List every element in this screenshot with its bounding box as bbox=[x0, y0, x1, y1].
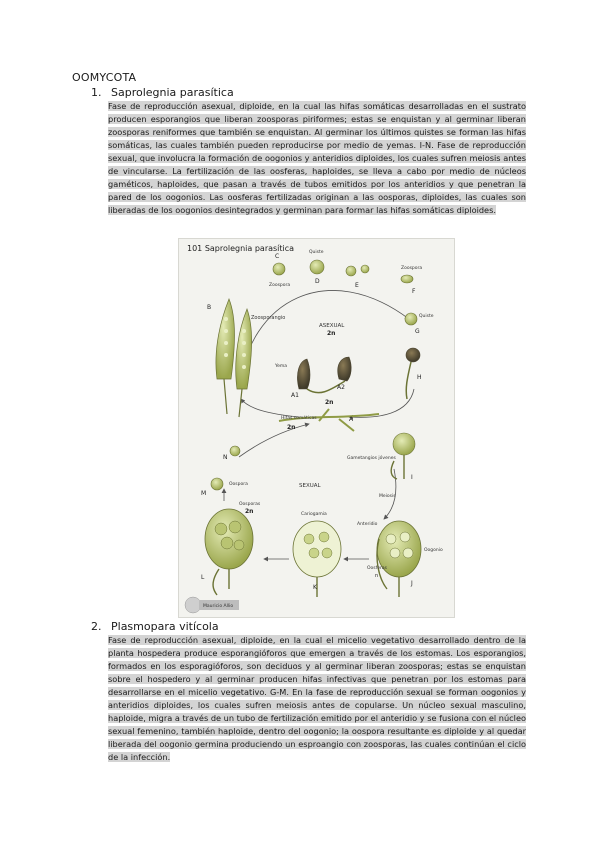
asexual-cycle-arrow bbox=[239, 290, 409, 389]
zoospore-c bbox=[273, 263, 285, 275]
letter-e: E bbox=[355, 282, 359, 289]
letter-g: G bbox=[415, 328, 420, 335]
section-heading: OOMYCOTA bbox=[72, 71, 137, 84]
germinating-cyst-h bbox=[406, 348, 420, 362]
label-oosferas-ploidy: n bbox=[375, 573, 379, 579]
label-zoosporangio: Zoosporangio bbox=[251, 315, 286, 321]
species-name: Saprolegnia parasítica bbox=[111, 86, 234, 99]
letter-f: F bbox=[412, 288, 416, 295]
oogonium-k bbox=[293, 521, 341, 597]
label-anteridio: Anteridio bbox=[357, 522, 378, 527]
letter-k: K bbox=[313, 584, 317, 591]
life-cycle-figure bbox=[178, 238, 455, 618]
letter-j: J bbox=[411, 580, 413, 587]
list-item-1-paragraph bbox=[108, 100, 526, 217]
list-item-2-heading bbox=[91, 620, 219, 633]
label-oospora-l: Oosporas bbox=[239, 502, 261, 507]
letter-a1: A1 bbox=[291, 392, 299, 399]
zoosporangia-b bbox=[216, 299, 252, 417]
label-yema: Yema bbox=[275, 364, 288, 369]
letter-i: I bbox=[411, 474, 413, 481]
zoospore-e1 bbox=[346, 266, 356, 276]
cyst-g bbox=[405, 313, 417, 325]
species-name: Plasmopara vitícola bbox=[111, 620, 219, 633]
cycle-return-arrow bbox=[349, 389, 414, 417]
cyst-d bbox=[310, 260, 324, 274]
label-quiste-g: Quiste bbox=[419, 314, 434, 319]
letter-d: D bbox=[315, 278, 320, 285]
sexual-arrow-na bbox=[239, 424, 309, 457]
list-item-2-paragraph bbox=[108, 634, 526, 764]
label-oogonio: Oogonio bbox=[424, 548, 443, 553]
label-asexual: ASEXUAL bbox=[319, 323, 345, 329]
oogonium-l bbox=[205, 509, 253, 595]
letter-a: A bbox=[349, 416, 354, 423]
letter-h: H bbox=[417, 374, 422, 381]
label-asexual-ploidy: 2n bbox=[327, 330, 336, 337]
bud-a2 bbox=[338, 357, 351, 381]
label-oosferas: Oosferas bbox=[367, 566, 387, 571]
oogonium-j bbox=[377, 521, 421, 597]
label-hifas: Hifas somáticas bbox=[281, 416, 317, 421]
letter-n: N bbox=[223, 454, 228, 461]
letter-l: L bbox=[201, 574, 205, 581]
label-oospora-l-ploidy: 2n bbox=[245, 508, 254, 515]
germinating-oospore-n bbox=[230, 446, 240, 456]
letter-c: C bbox=[275, 253, 280, 260]
cycle-arrow-left bbox=[241, 399, 299, 417]
label-zoospora-e: Zoospora bbox=[401, 266, 423, 271]
highlighted-text: Fase de reproducción asexual, diploide, en la cual las hifas somáticas desarrolladas en el sustrato producen esporangios que liberan zoosporas piriformes; estas se enquistan y al germinar liberan zoosporas reniformes que también se enquistan. Al germinar los últimos quistes se forman las hifas somáticas, las cuales también pueden reproducirse por medio de yemas. I-N. Fase de reproducción sexual, que involucra la formación de oogonios y anteridios diploides, los cuales sufren meiosis antes de vincularse. La fertilización de las oosferas, haploides, se lleva a cabo por medio de núcleos gaméticos, haploides, que pasan a través de tubos emitidos por los anteridios y que penetran la pared de los oogonios. Las oosferas fertilizadas originan a las oosporas, diploides, las cuales son liberadas de los oogonios desintegrados y germinan para formar las hifas somáticas diploides. bbox=[108, 101, 526, 215]
label-sexual: SEXUAL bbox=[299, 483, 321, 489]
label-meiosis: Meiosis bbox=[379, 494, 396, 499]
bud-a1 bbox=[297, 359, 310, 389]
label-oospora-n: Oospora bbox=[229, 482, 248, 487]
list-number: 1. bbox=[91, 86, 102, 99]
life-cycle-diagram bbox=[179, 239, 454, 617]
list-number: 2. bbox=[91, 620, 102, 633]
label-hifas-ploidy: 2n bbox=[287, 424, 296, 431]
zoospore-e2 bbox=[361, 265, 369, 273]
letter-a2: A2 bbox=[337, 384, 345, 391]
germ-tube-h bbox=[406, 362, 411, 399]
credit-logo-icon bbox=[185, 597, 201, 613]
letter-m: M bbox=[201, 490, 207, 497]
label-center-ploidy: 2n bbox=[325, 399, 334, 406]
highlighted-text: Fase de reproducción asexual, diploide, en la cual el micelio vegetativo desarrollado dentro de la planta hospedera produce esporangióforos que emergen a través de los estomas. Los esporangios, formados en los esporagióforos, son deciduos y al germinar liberan zoosporas; estas se enquistan sobre el hospedero y al germinar producen hifas infectivas que penetran por los estomas para desarrollarse en el micelio vegetativo. G-M. En la fase de reproducción sexual se forman oogonios y anteridios diploides, los cuales sufren meiosis antes de copularse. Un núcleo sexual masculino, haploide, migra a través de un tubo de fertilización emitido por el anteridio y se fusiona con el núcleo sexual femenino, también haploide, dentro del oogonio; la oospora resultante es diploide y al quedar liberada del oogonio germina produciendo un esproangio con zoosporas, las cuales continúan el ciclo de la infección. bbox=[108, 635, 526, 762]
figure-title: 101 Saprolegnia parasítica bbox=[187, 244, 295, 253]
label-quiste: Quiste bbox=[309, 250, 324, 255]
zoospore-reniform bbox=[401, 275, 413, 283]
letter-b: B bbox=[207, 304, 212, 311]
credit-text: Mauricio Allio bbox=[203, 604, 234, 609]
label-zoospora-c: Zoospora bbox=[269, 283, 291, 288]
oospore-m bbox=[211, 478, 223, 490]
label-cariogamia: Cariogamia bbox=[301, 512, 327, 517]
label-gametangios: Gametangios jóvenes bbox=[347, 456, 396, 461]
credit-badge bbox=[185, 597, 239, 613]
list-item-1-heading bbox=[91, 86, 234, 99]
